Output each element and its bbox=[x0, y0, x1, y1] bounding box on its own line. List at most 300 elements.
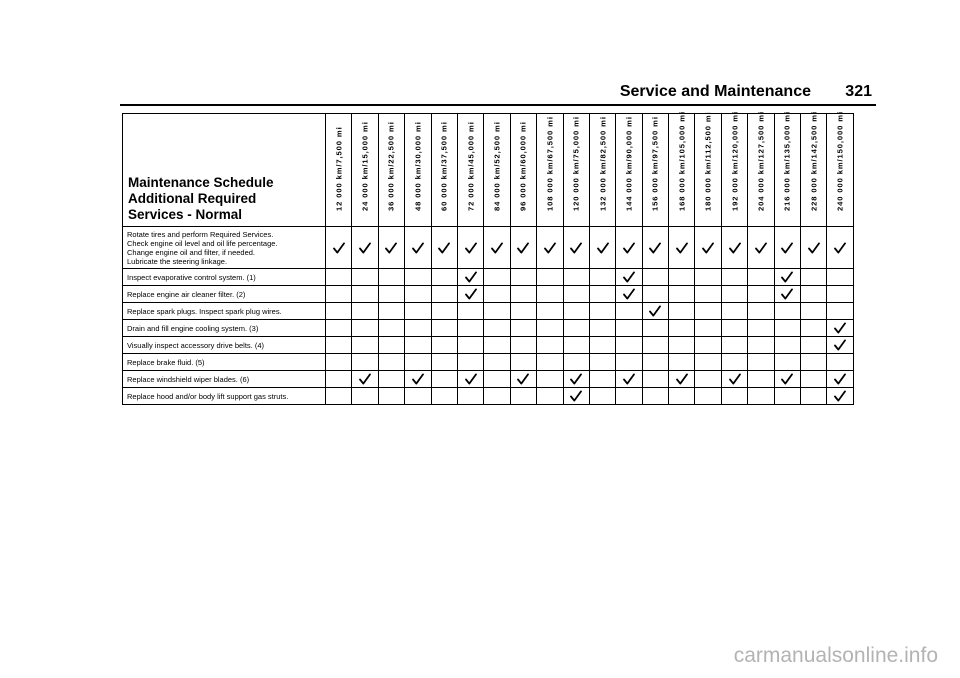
empty-cell bbox=[405, 303, 431, 320]
scheduled-cell bbox=[616, 227, 642, 269]
scheduled-cell bbox=[721, 227, 747, 269]
empty-cell bbox=[669, 337, 695, 354]
empty-cell bbox=[827, 286, 853, 303]
scheduled-cell bbox=[827, 371, 853, 388]
service-text: Check engine oil level and oil life percentage. bbox=[127, 238, 278, 248]
empty-cell bbox=[431, 269, 457, 286]
scheduled-cell bbox=[774, 269, 800, 286]
empty-cell bbox=[721, 269, 747, 286]
empty-cell bbox=[748, 388, 774, 405]
empty-cell bbox=[326, 320, 352, 337]
empty-cell bbox=[695, 286, 721, 303]
interval-label: 24 000 km/15,000 mi bbox=[360, 121, 370, 211]
scheduled-cell bbox=[774, 286, 800, 303]
empty-cell bbox=[721, 286, 747, 303]
empty-cell bbox=[616, 320, 642, 337]
service-description bbox=[123, 388, 326, 405]
empty-cell bbox=[563, 337, 589, 354]
check-mark-icon bbox=[438, 242, 450, 254]
empty-cell bbox=[563, 286, 589, 303]
service-row bbox=[123, 320, 854, 337]
check-mark-icon bbox=[834, 373, 846, 385]
scheduled-cell bbox=[484, 227, 510, 269]
empty-cell bbox=[484, 388, 510, 405]
scheduled-cell bbox=[589, 227, 615, 269]
interval-header bbox=[510, 114, 536, 227]
check-mark-icon bbox=[808, 242, 820, 254]
interval-label: 168 000 km/105,000 mi bbox=[677, 111, 687, 211]
interval-header bbox=[642, 114, 668, 227]
empty-cell bbox=[748, 320, 774, 337]
scheduled-cell bbox=[457, 269, 483, 286]
empty-cell bbox=[378, 388, 404, 405]
empty-cell bbox=[537, 354, 563, 371]
interval-header bbox=[801, 111, 827, 227]
check-mark-icon bbox=[465, 373, 477, 385]
empty-cell bbox=[537, 337, 563, 354]
empty-cell bbox=[563, 320, 589, 337]
empty-cell bbox=[431, 286, 457, 303]
empty-cell bbox=[537, 303, 563, 320]
scheduled-cell bbox=[774, 371, 800, 388]
empty-cell bbox=[352, 337, 378, 354]
empty-cell bbox=[695, 354, 721, 371]
empty-cell bbox=[405, 320, 431, 337]
empty-cell bbox=[589, 337, 615, 354]
empty-cell bbox=[484, 337, 510, 354]
check-mark-icon bbox=[781, 242, 793, 254]
interval-label: 96 000 km/60,000 mi bbox=[518, 121, 528, 211]
scheduled-cell bbox=[827, 388, 853, 405]
empty-cell bbox=[378, 320, 404, 337]
service-row bbox=[123, 388, 854, 405]
scheduled-cell bbox=[352, 227, 378, 269]
scheduled-cell bbox=[827, 337, 853, 354]
empty-cell bbox=[510, 303, 536, 320]
service-text: Replace brake fluid. (5) bbox=[127, 357, 205, 367]
interval-header bbox=[352, 114, 378, 227]
scheduled-cell bbox=[642, 227, 668, 269]
empty-cell bbox=[774, 303, 800, 320]
empty-cell bbox=[748, 354, 774, 371]
empty-cell bbox=[589, 303, 615, 320]
interval-label: 108 000 km/67,500 mi bbox=[545, 116, 555, 211]
empty-cell bbox=[537, 286, 563, 303]
empty-cell bbox=[431, 337, 457, 354]
interval-header bbox=[537, 114, 563, 227]
scheduled-cell bbox=[457, 286, 483, 303]
interval-header-row bbox=[123, 114, 854, 227]
check-mark-icon bbox=[517, 373, 529, 385]
empty-cell bbox=[484, 320, 510, 337]
interval-label: 216 000 km/135,000 mi bbox=[782, 111, 792, 211]
check-mark-icon bbox=[834, 242, 846, 254]
scheduled-cell bbox=[457, 371, 483, 388]
empty-cell bbox=[669, 286, 695, 303]
empty-cell bbox=[352, 388, 378, 405]
interval-header bbox=[748, 111, 774, 227]
empty-cell bbox=[563, 354, 589, 371]
empty-cell bbox=[563, 303, 589, 320]
empty-cell bbox=[537, 371, 563, 388]
empty-cell bbox=[801, 371, 827, 388]
empty-cell bbox=[774, 388, 800, 405]
empty-cell bbox=[721, 388, 747, 405]
table-title bbox=[123, 114, 326, 227]
check-mark-icon bbox=[834, 339, 846, 351]
empty-cell bbox=[669, 320, 695, 337]
interval-header bbox=[378, 114, 404, 227]
empty-cell bbox=[484, 354, 510, 371]
empty-cell bbox=[589, 320, 615, 337]
empty-cell bbox=[774, 354, 800, 371]
empty-cell bbox=[484, 303, 510, 320]
empty-cell bbox=[326, 303, 352, 320]
check-mark-icon bbox=[623, 271, 635, 283]
scheduled-cell bbox=[616, 371, 642, 388]
empty-cell bbox=[378, 371, 404, 388]
empty-cell bbox=[352, 354, 378, 371]
interval-header bbox=[326, 114, 352, 227]
scheduled-cell bbox=[457, 227, 483, 269]
interval-label: 72 000 km/45,000 mi bbox=[466, 121, 476, 211]
empty-cell bbox=[616, 388, 642, 405]
empty-cell bbox=[510, 354, 536, 371]
service-text: Replace hood and/or body lift support gas struts. bbox=[127, 391, 289, 401]
check-mark-icon bbox=[834, 322, 846, 334]
empty-cell bbox=[801, 269, 827, 286]
page-header bbox=[120, 80, 876, 106]
empty-cell bbox=[457, 337, 483, 354]
interval-header bbox=[669, 111, 695, 227]
service-row bbox=[123, 269, 854, 286]
interval-label: 144 000 km/90,000 mi bbox=[624, 116, 634, 211]
service-description bbox=[123, 303, 326, 320]
empty-cell bbox=[748, 286, 774, 303]
scheduled-cell bbox=[616, 269, 642, 286]
service-row bbox=[123, 337, 854, 354]
check-mark-icon bbox=[834, 390, 846, 402]
empty-cell bbox=[774, 337, 800, 354]
interval-label: 84 000 km/52,500 mi bbox=[492, 121, 502, 211]
scheduled-cell bbox=[563, 371, 589, 388]
empty-cell bbox=[326, 371, 352, 388]
scheduled-cell bbox=[827, 320, 853, 337]
empty-cell bbox=[827, 269, 853, 286]
empty-cell bbox=[326, 286, 352, 303]
empty-cell bbox=[695, 388, 721, 405]
empty-cell bbox=[721, 337, 747, 354]
service-text: Change engine oil and filter, if needed. bbox=[127, 247, 256, 257]
section-title: Service and Maintenance bbox=[619, 83, 811, 100]
empty-cell bbox=[695, 320, 721, 337]
empty-cell bbox=[748, 337, 774, 354]
interval-label: 12 000 km/7,500 mi bbox=[334, 126, 344, 211]
empty-cell bbox=[510, 269, 536, 286]
interval-header bbox=[774, 111, 800, 227]
interval-label: 120 000 km/75,000 mi bbox=[571, 116, 581, 211]
empty-cell bbox=[669, 354, 695, 371]
empty-cell bbox=[405, 337, 431, 354]
interval-header bbox=[695, 111, 721, 227]
check-mark-icon bbox=[649, 242, 661, 254]
empty-cell bbox=[326, 354, 352, 371]
empty-cell bbox=[801, 303, 827, 320]
empty-cell bbox=[748, 303, 774, 320]
empty-cell bbox=[827, 354, 853, 371]
empty-cell bbox=[352, 320, 378, 337]
table-title-line-2: Additional Required bbox=[128, 191, 257, 206]
empty-cell bbox=[457, 354, 483, 371]
service-description bbox=[123, 354, 326, 371]
check-mark-icon bbox=[465, 242, 477, 254]
table-title-line-1: Maintenance Schedule bbox=[128, 175, 274, 190]
empty-cell bbox=[537, 388, 563, 405]
empty-cell bbox=[748, 269, 774, 286]
empty-cell bbox=[457, 303, 483, 320]
check-mark-icon bbox=[544, 242, 556, 254]
schedule-body bbox=[123, 227, 854, 405]
interval-label: 36 000 km/22,500 mi bbox=[386, 121, 396, 211]
scheduled-cell bbox=[669, 371, 695, 388]
scheduled-cell bbox=[510, 371, 536, 388]
check-mark-icon bbox=[517, 242, 529, 254]
interval-label: 204 000 km/127,500 mi bbox=[756, 111, 766, 211]
scheduled-cell bbox=[827, 227, 853, 269]
table-title-line-3: Services - Normal bbox=[128, 207, 243, 222]
empty-cell bbox=[510, 320, 536, 337]
empty-cell bbox=[431, 354, 457, 371]
interval-header bbox=[457, 114, 483, 227]
empty-cell bbox=[537, 320, 563, 337]
empty-cell bbox=[378, 354, 404, 371]
maintenance-schedule-table bbox=[122, 113, 854, 405]
service-description bbox=[123, 371, 326, 388]
empty-cell bbox=[484, 371, 510, 388]
empty-cell bbox=[669, 269, 695, 286]
empty-cell bbox=[801, 320, 827, 337]
interval-label: 240 000 km/150,000 mi bbox=[835, 111, 845, 211]
empty-cell bbox=[405, 286, 431, 303]
empty-cell bbox=[616, 303, 642, 320]
empty-cell bbox=[774, 320, 800, 337]
service-text: Replace engine air cleaner filter. (2) bbox=[127, 289, 246, 299]
scheduled-cell bbox=[774, 227, 800, 269]
check-mark-icon bbox=[359, 242, 371, 254]
empty-cell bbox=[589, 354, 615, 371]
empty-cell bbox=[431, 388, 457, 405]
empty-cell bbox=[642, 269, 668, 286]
empty-cell bbox=[801, 388, 827, 405]
empty-cell bbox=[616, 354, 642, 371]
empty-cell bbox=[484, 286, 510, 303]
interval-header bbox=[484, 114, 510, 227]
empty-cell bbox=[431, 320, 457, 337]
check-mark-icon bbox=[465, 288, 477, 300]
check-mark-icon bbox=[412, 373, 424, 385]
check-mark-icon bbox=[333, 242, 345, 254]
check-mark-icon bbox=[597, 242, 609, 254]
interval-header bbox=[405, 114, 431, 227]
empty-cell bbox=[695, 303, 721, 320]
empty-cell bbox=[405, 388, 431, 405]
check-mark-icon bbox=[623, 288, 635, 300]
interval-header bbox=[563, 114, 589, 227]
empty-cell bbox=[352, 303, 378, 320]
empty-cell bbox=[431, 371, 457, 388]
empty-cell bbox=[510, 337, 536, 354]
empty-cell bbox=[642, 388, 668, 405]
interval-header bbox=[827, 111, 853, 227]
scheduled-cell bbox=[378, 227, 404, 269]
service-text: Drain and fill engine cooling system. (3) bbox=[127, 323, 259, 333]
service-description bbox=[123, 337, 326, 354]
check-mark-icon bbox=[781, 288, 793, 300]
empty-cell bbox=[457, 320, 483, 337]
interval-label: 60 000 km/37,500 mi bbox=[439, 121, 449, 211]
interval-label: 228 000 km/142,500 mi bbox=[809, 111, 819, 211]
interval-label: 156 000 km/97,500 mi bbox=[650, 116, 660, 211]
service-description bbox=[123, 286, 326, 303]
empty-cell bbox=[378, 303, 404, 320]
interval-header bbox=[431, 114, 457, 227]
service-row bbox=[123, 354, 854, 371]
service-text: Visually inspect accessory drive belts. (4) bbox=[127, 340, 264, 350]
empty-cell bbox=[431, 303, 457, 320]
check-mark-icon bbox=[412, 242, 424, 254]
empty-cell bbox=[378, 269, 404, 286]
empty-cell bbox=[326, 388, 352, 405]
empty-cell bbox=[405, 354, 431, 371]
empty-cell bbox=[642, 337, 668, 354]
service-row bbox=[123, 371, 854, 388]
interval-label: 48 000 km/30,000 mi bbox=[413, 121, 423, 211]
empty-cell bbox=[801, 354, 827, 371]
interval-label: 180 000 km/112,500 mi bbox=[703, 111, 713, 211]
service-row bbox=[123, 286, 854, 303]
scheduled-cell bbox=[405, 371, 431, 388]
empty-cell bbox=[326, 337, 352, 354]
service-text: Lubricate the steering linkage. bbox=[127, 256, 228, 266]
empty-cell bbox=[589, 286, 615, 303]
check-mark-icon bbox=[570, 373, 582, 385]
interval-header bbox=[616, 114, 642, 227]
empty-cell bbox=[510, 388, 536, 405]
check-mark-icon bbox=[623, 242, 635, 254]
empty-cell bbox=[642, 320, 668, 337]
check-mark-icon bbox=[359, 373, 371, 385]
empty-cell bbox=[563, 269, 589, 286]
service-text: Rotate tires and perform Required Services. bbox=[127, 229, 274, 239]
service-text: Replace spark plugs. Inspect spark plug wires. bbox=[127, 306, 282, 316]
scheduled-cell bbox=[352, 371, 378, 388]
check-mark-icon bbox=[676, 242, 688, 254]
check-mark-icon bbox=[491, 242, 503, 254]
empty-cell bbox=[801, 337, 827, 354]
empty-cell bbox=[748, 371, 774, 388]
check-mark-icon bbox=[702, 242, 714, 254]
empty-cell bbox=[642, 371, 668, 388]
scheduled-cell bbox=[537, 227, 563, 269]
empty-cell bbox=[405, 269, 431, 286]
empty-cell bbox=[669, 303, 695, 320]
empty-cell bbox=[721, 354, 747, 371]
check-mark-icon bbox=[465, 271, 477, 283]
empty-cell bbox=[801, 286, 827, 303]
service-description bbox=[123, 269, 326, 286]
scheduled-cell bbox=[431, 227, 457, 269]
scheduled-cell bbox=[510, 227, 536, 269]
empty-cell bbox=[616, 337, 642, 354]
scheduled-cell bbox=[721, 371, 747, 388]
interval-header bbox=[721, 111, 747, 227]
service-description bbox=[123, 227, 326, 269]
check-mark-icon bbox=[781, 373, 793, 385]
check-mark-icon bbox=[385, 242, 397, 254]
check-mark-icon bbox=[676, 373, 688, 385]
empty-cell bbox=[827, 303, 853, 320]
empty-cell bbox=[695, 371, 721, 388]
empty-cell bbox=[695, 269, 721, 286]
interval-header bbox=[589, 114, 615, 227]
check-mark-icon bbox=[623, 373, 635, 385]
empty-cell bbox=[695, 337, 721, 354]
empty-cell bbox=[352, 286, 378, 303]
empty-cell bbox=[589, 388, 615, 405]
scheduled-cell bbox=[695, 227, 721, 269]
service-text: Inspect evaporative control system. (1) bbox=[127, 272, 256, 282]
empty-cell bbox=[589, 269, 615, 286]
service-description bbox=[123, 320, 326, 337]
empty-cell bbox=[642, 286, 668, 303]
scheduled-cell bbox=[669, 227, 695, 269]
scheduled-cell bbox=[748, 227, 774, 269]
scheduled-cell bbox=[801, 227, 827, 269]
scheduled-cell bbox=[563, 388, 589, 405]
interval-label: 192 000 km/120,000 mi bbox=[730, 111, 740, 211]
empty-cell bbox=[721, 320, 747, 337]
empty-cell bbox=[669, 388, 695, 405]
empty-cell bbox=[484, 269, 510, 286]
check-mark-icon bbox=[755, 242, 767, 254]
interval-label: 132 000 km/82,500 mi bbox=[598, 116, 608, 211]
empty-cell bbox=[642, 354, 668, 371]
check-mark-icon bbox=[781, 271, 793, 283]
scheduled-cell bbox=[616, 286, 642, 303]
empty-cell bbox=[457, 388, 483, 405]
empty-cell bbox=[378, 286, 404, 303]
service-row bbox=[123, 227, 854, 269]
check-mark-icon bbox=[729, 242, 741, 254]
scheduled-cell bbox=[642, 303, 668, 320]
check-mark-icon bbox=[570, 390, 582, 402]
scheduled-cell bbox=[405, 227, 431, 269]
page-number: 321 bbox=[845, 83, 872, 100]
scheduled-cell bbox=[563, 227, 589, 269]
service-text: Replace windshield wiper blades. (6) bbox=[127, 374, 250, 384]
check-mark-icon bbox=[649, 305, 661, 317]
service-row bbox=[123, 303, 854, 320]
empty-cell bbox=[589, 371, 615, 388]
empty-cell bbox=[352, 269, 378, 286]
watermark: carmanualsonline.info bbox=[733, 644, 938, 667]
check-mark-icon bbox=[729, 373, 741, 385]
empty-cell bbox=[510, 286, 536, 303]
scheduled-cell bbox=[326, 227, 352, 269]
check-mark-icon bbox=[570, 242, 582, 254]
empty-cell bbox=[378, 337, 404, 354]
empty-cell bbox=[721, 303, 747, 320]
